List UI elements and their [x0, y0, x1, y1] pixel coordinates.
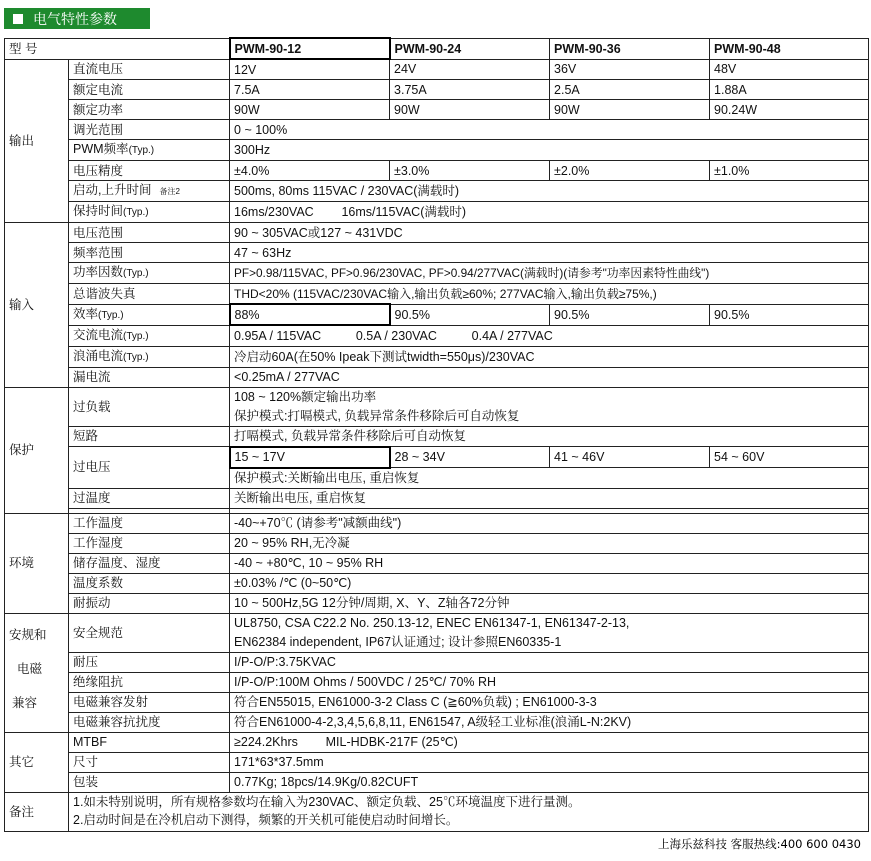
- table-row: [5, 263, 869, 284]
- notes-cell: [69, 792, 869, 831]
- model-3: PWM-90-36: [550, 38, 710, 59]
- cell: I/P-O/P:100M Ohms / 500VDC / 25℃/ 70% RH: [230, 672, 869, 692]
- table-row: [5, 573, 869, 593]
- cell: 41 ~ 46V: [550, 447, 710, 468]
- row-label: 安全规范: [69, 613, 230, 652]
- row-label: 额定功率: [69, 100, 230, 120]
- row-label: 调光范围: [69, 120, 230, 140]
- row-label: 尺寸: [69, 752, 230, 772]
- row-label: 直流电压: [69, 59, 230, 80]
- row-label: 过电压: [69, 447, 230, 489]
- cell: 90.5%: [550, 304, 710, 325]
- cell: 10 ~ 500Hz,5G 12分钟/周期, X、Y、Z轴各72分钟: [230, 593, 869, 613]
- cell: 打嗝模式, 负载异常条件移除后可自动恢复: [230, 426, 869, 447]
- model-4: PWM-90-48: [710, 38, 869, 59]
- row-label: 工作湿度: [69, 533, 230, 553]
- table-row: [5, 593, 869, 613]
- table-row: [5, 652, 869, 672]
- table-row: [5, 692, 869, 712]
- table-row: [5, 284, 869, 305]
- table-row: [5, 120, 869, 140]
- cell: ±0.03% /℃ (0~50℃): [230, 573, 869, 593]
- row-label: 工作温度: [69, 513, 230, 533]
- category-output: 输出: [5, 59, 69, 223]
- category-input: 输入: [5, 223, 69, 388]
- table-row: [5, 613, 869, 633]
- cell: 16ms/230VAC 16ms/115VAC(满载时): [230, 202, 869, 223]
- note-line: 1.如未特别说明，所有规格参数均在输入为230VAC、额定负载、25℃环境温度下进行量测。: [73, 794, 581, 809]
- model-2: PWM-90-24: [390, 38, 550, 59]
- cell: 3.75A: [390, 80, 550, 100]
- table-row: [5, 80, 869, 100]
- cell: 12V: [230, 59, 390, 80]
- cell: 90W: [390, 100, 550, 120]
- cell: 90W: [230, 100, 390, 120]
- table-row: [5, 181, 869, 202]
- table-row: [5, 426, 869, 447]
- cell: 47 ~ 63Hz: [230, 243, 869, 263]
- cell: 关断输出电压, 重启恢复: [230, 488, 869, 508]
- category-notes: 备注: [5, 792, 69, 831]
- section-title: 电气特性参数: [33, 11, 117, 28]
- table-row: [5, 223, 869, 243]
- cell: 500ms, 80ms 115VAC / 230VAC(满载时): [230, 181, 869, 202]
- row-label: 启动,上升时间 备注2: [69, 181, 230, 202]
- square-icon: [13, 14, 23, 24]
- row-label: 保持时间(Typ.): [69, 202, 230, 223]
- table-row: [5, 59, 869, 80]
- cell: 20 ~ 95% RH,无冷凝: [230, 533, 869, 553]
- cell: 90.5%: [710, 304, 869, 325]
- row-label: 过负载: [69, 387, 230, 426]
- cell: -40~+70℃ (请参考"减额曲线"): [230, 513, 869, 533]
- category-others: 其它: [5, 732, 69, 792]
- cell: 24V: [390, 59, 550, 80]
- cell: 48V: [710, 59, 869, 80]
- row-label: 绝缘阻抗: [69, 672, 230, 692]
- cell: 符合EN61000-4-2,3,4,5,6,8,11, EN61547, A级轻工业标准(浪涌L-N:2KV): [230, 712, 869, 732]
- cell: 28 ~ 34V: [390, 447, 550, 468]
- table-row: [5, 202, 869, 223]
- row-label: 功率因数(Typ.): [69, 263, 230, 284]
- spec-table: [4, 37, 869, 832]
- cell: 0.77Kg; 18pcs/14.9Kg/0.82CUFT: [230, 772, 869, 792]
- cell: -40 ~ +80℃, 10 ~ 95% RH: [230, 553, 869, 573]
- table-row: [5, 447, 869, 468]
- cell: 90W: [550, 100, 710, 120]
- cell: 冷启动60A(在50% Ipeak下测试twidth=550μs)/230VAC: [230, 346, 869, 367]
- row-label: 电压精度: [69, 161, 230, 181]
- table-row: [5, 488, 869, 508]
- notes-row: [5, 792, 869, 831]
- cell: 符合EN55015, EN61000-3-2 Class C (≧60%负载) ; EN61000-3-3: [230, 692, 869, 712]
- row-label: 包装: [69, 772, 230, 792]
- cell: PF>0.98/115VAC, PF>0.96/230VAC, PF>0.94/277VAC(满载时)(请参考"功率因素特性曲线"): [230, 263, 869, 284]
- cell: ≥224.2Khrs MIL-HDBK-217F (25℃): [230, 732, 869, 752]
- cell: 保护模式:关断输出电压, 重启恢复: [230, 468, 869, 489]
- row-label: 交流电流(Typ.): [69, 325, 230, 346]
- row-label: 短路: [69, 426, 230, 447]
- table-row: [5, 304, 869, 325]
- cell: 88%: [230, 304, 390, 325]
- row-label: 浪涌电流(Typ.): [69, 346, 230, 367]
- cell: 108 ~ 120%额定输出功率: [230, 387, 869, 407]
- cell: 90.24W: [710, 100, 869, 120]
- row-label: 电磁兼容发射: [69, 692, 230, 712]
- row-label: 过温度: [69, 488, 230, 508]
- row-label: 温度系数: [69, 573, 230, 593]
- table-row: [5, 346, 869, 367]
- cell: ±2.0%: [550, 161, 710, 181]
- model-label: 型 号: [5, 38, 230, 59]
- table-row: [5, 752, 869, 772]
- cell: UL8750, CSA C22.2 No. 250.13-12, ENEC EN61347-1, EN61347-2-13,: [230, 613, 869, 633]
- table-row: [5, 533, 869, 553]
- table-row: [5, 161, 869, 181]
- cell: 1.88A: [710, 80, 869, 100]
- row-label: 储存温度、湿度: [69, 553, 230, 573]
- cell: ±3.0%: [390, 161, 550, 181]
- table-row: [5, 772, 869, 792]
- category-protection: 保护: [5, 387, 69, 513]
- row-label: MTBF: [69, 732, 230, 752]
- model-1: PWM-90-12: [230, 38, 390, 59]
- note-line: 2.启动时间是在冷机启动下测得，频繁的开关机可能使启动时间增长。: [73, 812, 459, 827]
- cell: 90 ~ 305VAC或127 ~ 431VDC: [230, 223, 869, 243]
- table-row: [5, 367, 869, 387]
- cell: 7.5A: [230, 80, 390, 100]
- row-label: 频率范围: [69, 243, 230, 263]
- table-row: [5, 325, 869, 346]
- row-label: 效率(Typ.): [69, 304, 230, 325]
- cell: 0.95A / 115VAC 0.5A / 230VAC 0.4A / 277VAC: [230, 325, 869, 346]
- category-safety-line: 兼容: [12, 695, 38, 710]
- category-safety-line: 电磁: [17, 661, 43, 676]
- cell: 15 ~ 17V: [230, 447, 390, 468]
- row-label: 总谐波失真: [69, 284, 230, 305]
- table-row: [5, 672, 869, 692]
- cell: <0.25mA / 277VAC: [230, 367, 869, 387]
- row-label: 耐振动: [69, 593, 230, 613]
- cell: 300Hz: [230, 140, 869, 161]
- row-label: 耐压: [69, 652, 230, 672]
- row-label: 电压范围: [69, 223, 230, 243]
- category-safety-line: 安规和: [9, 627, 47, 642]
- table-row: [5, 243, 869, 263]
- category-safety: [5, 613, 69, 732]
- cell: 90.5%: [390, 304, 550, 325]
- cell: THD<20% (115VAC/230VAC输入,输出负载≥60%; 277VAC输入,输出负载≥75%,): [230, 284, 869, 305]
- cell: 36V: [550, 59, 710, 80]
- table-row: [5, 513, 869, 533]
- table-row: [5, 100, 869, 120]
- row-label: 漏电流: [69, 367, 230, 387]
- category-environment: 环境: [5, 513, 69, 613]
- table-row: [5, 387, 869, 407]
- row-label: 电磁兼容抗扰度: [69, 712, 230, 732]
- footer-contact: 上海乐兹科技 客服热线:400 600 0430: [657, 837, 861, 851]
- section-header: [4, 8, 150, 29]
- model-row: [5, 38, 869, 59]
- cell: 54 ~ 60V: [710, 447, 869, 468]
- cell: 保护模式:打嗝模式, 负载异常条件移除后可自动恢复: [230, 407, 869, 427]
- cell: EN62384 independent, IP67认证通过; 设计参照EN60335-1: [230, 633, 869, 653]
- row-label: 额定电流: [69, 80, 230, 100]
- cell: I/P-O/P:3.75KVAC: [230, 652, 869, 672]
- cell: ±1.0%: [710, 161, 869, 181]
- cell: 171*63*37.5mm: [230, 752, 869, 772]
- table-row: [5, 553, 869, 573]
- cell: ±4.0%: [230, 161, 390, 181]
- row-label: PWM频率(Typ.): [69, 140, 230, 161]
- cell: 0 ~ 100%: [230, 120, 869, 140]
- table-row: [5, 140, 869, 161]
- table-row: [5, 732, 869, 752]
- cell: 2.5A: [550, 80, 710, 100]
- table-row: [5, 712, 869, 732]
